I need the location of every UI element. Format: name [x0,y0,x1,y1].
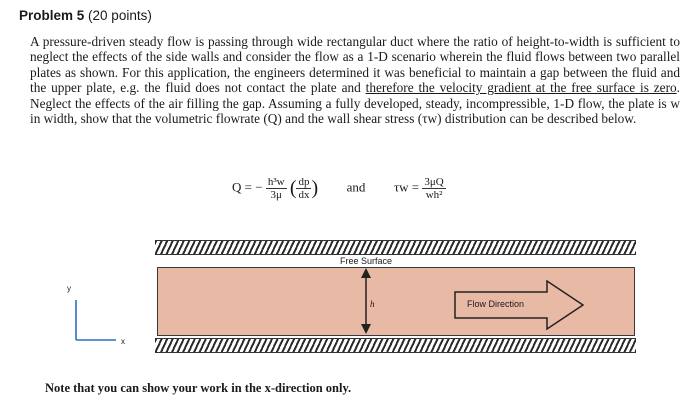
problem-points: (20 points) [88,8,152,23]
height-label: h [370,299,375,309]
tau-denominator: wh² [425,189,443,201]
coordinate-axes [76,300,116,340]
statement-main: A pressure-driven steady flow is passing through wide rectangular duct where the ratio of height-to-width is sufficient to neglect the effects of the side walls and consider the flow as a 1-D scenario wherein the fluid flows between two parallel plates as shown. For this application, the engineers determined it was beneficial to maintain a gap between the fluid and the upper plate, e.g. the fluid does not contact the plate and [30,34,680,96]
statement-rest: . Neglect the effects of the air filling the gap. Assuming a fully developed, steady, incompressible, 1-D flow, the plate is w in width, show that the volumetric flowrate (Q) and the wall shear stress (τw) distribution can be described below. [30,80,680,127]
footer-note: Note that you can show your work in the x-direction only. [45,381,352,395]
q-lhs: Q = − [232,179,263,195]
and-word: and [346,179,366,195]
x-axis-label: x [121,337,125,346]
dp-numerator: dp [298,176,310,188]
dx-denominator: dx [298,189,310,201]
statement-underlined: therefore the velocity gradient at the free surface is zero [365,80,677,96]
tau-numerator: 3μQ [424,176,444,188]
tau-lhs: τw = [393,179,420,195]
free-surface-label: Free Surface [340,256,393,266]
equations: Q = − $\frac{\text{h³w}}{3\mu}$ ( $\frac{dp}{dx}$ ) and τw = $\frac{3\mu Q}{\text{wh²}}$ [232,176,444,201]
flow-direction-label: Flow Direction [467,299,525,309]
problem-number: Problem 5 [19,8,85,23]
y-axis-label: y [67,284,71,293]
q-denominator: 3μ [270,189,282,201]
q-numerator: h³w [267,176,285,188]
